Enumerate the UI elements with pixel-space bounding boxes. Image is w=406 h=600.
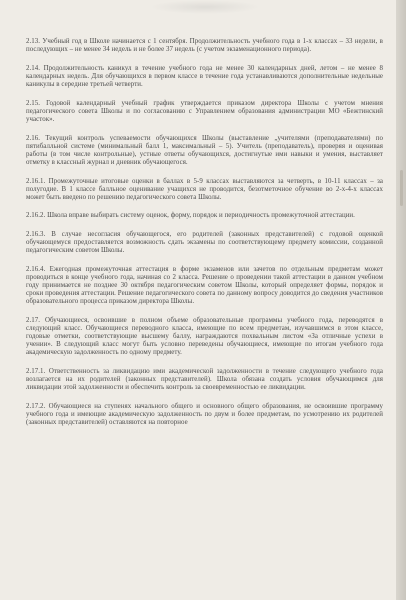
- paragraph-2-16-4: 2.16.4. Ежегодная промежуточная аттестация в форме экзаменов или зачетов по отдельным предметам может проводиться в конце учебного года, начиная со 2 класса. Решение о проведении такой аттестации в данном учебном году принимается не позднее 30 октября педагогическим советом Школы, который определяет формы, порядок и сроки проведения аттестации. Решение педагогического совета по данному вопросу доводится до сведения участников образовательного процесса приказом директора Школы.: [26, 265, 383, 306]
- paragraph-2-16-3: 2.16.3. В случае несогласия обучающегося, его родителей (законных представителей) с годовой оценкой обучающемуся предоставляется возможность сдать экзамены по соответствующему предмету комиссии, созданной педагогическим советом Школы.: [26, 231, 383, 255]
- page-edge: [396, 0, 406, 600]
- document-body: [26, 38, 383, 438]
- paragraph-2-17: 2.17. Обучающиеся, освоившие в полном объеме образовательные программы учебного года, переводятся в следующий класс. Обучающиеся переводного класса, имеющие по всем предметам, изучавшимся в этом классе, годовые отметки, соответствующие высшему баллу, награждаются похвальным листом «За отличные успехи в учении». В следующий класс могут быть условно переведены обучающиеся, имеющие по итогам учебного года академическую задолженность по одному предмету.: [26, 317, 383, 357]
- paragraph-2-16-2: 2.16.2. Школа вправе выбирать систему оценок, форму, порядок и периодичность промежуточной аттестации.: [26, 212, 355, 220]
- scan-smudge: [150, 0, 260, 14]
- paragraph-2-15: 2.15. Годовой календарный учебный график утверждается приказом директора Школы с учетом мнения педагогического совета Школы и по согласованию с Управлением образования администрации МО «Бежтинский участок».: [26, 99, 383, 123]
- paragraph-2-16-1: 2.16.1. Промежуточные итоговые оценки в баллах в 5-9 классах выставляются за четверть, в 10-11 классах – за полугодие. В 1 классе балльное оценивание учащихся не проводится, безотметочное обучение во 2-х-4-х классах может быть введено по решению педагогического совета Школы.: [26, 177, 383, 201]
- paragraph-2-17-2: 2.17.2. Обучающиеся на ступенях начального общего и основного общего образования, не освоившие программу учебного года и имеющие академическую задолженность по двум и более предметам, по усмотрению их родителей (законных представителей) оставляются на повторное: [26, 402, 383, 427]
- paragraph-2-17-1: 2.17.1. Ответственность за ликвидацию ими академической задолженности в течение следующего учебного года возлагается на их родителей (законных представителей). Школа обязана создать условия обучающимся для ликвидации этой задолженности и обеспечить контроль за своевременностью ее ликвидации.: [26, 368, 383, 392]
- edge-mark: [400, 170, 403, 206]
- paragraph-2-14: 2.14. Продолжительность каникул в течение учебного года не менее 30 календарных дней, летом – не менее 8 календарных недель. Для обучающихся в первом классе в течение года устанавливаются дополнительные недельные каникулы в середине третьей четверти.: [26, 64, 383, 88]
- paragraph-2-13: 2.13. Учебный год в Школе начинается с 1 сентября. Продолжительность учебного года в 1-х классах – 33 недели, в последующих – не менее 34 недель и не более 37 недель (с учетом экзаменационного периода).: [26, 38, 383, 54]
- paragraph-2-16: 2.16. Текущий контроль успеваемости обучающихся Школы (выставление „учителями (преподавателями) по пятибалльной системе (минимальный балл 1, максимальный – 5). Учитель (преподаватель), проверяя и оценивая работы (в том числе контрольные), устные ответы обучающихся, достигнутые ими навыки и умения, выставляет отметку в классный журнал и дневник обучающегося.: [26, 134, 383, 166]
